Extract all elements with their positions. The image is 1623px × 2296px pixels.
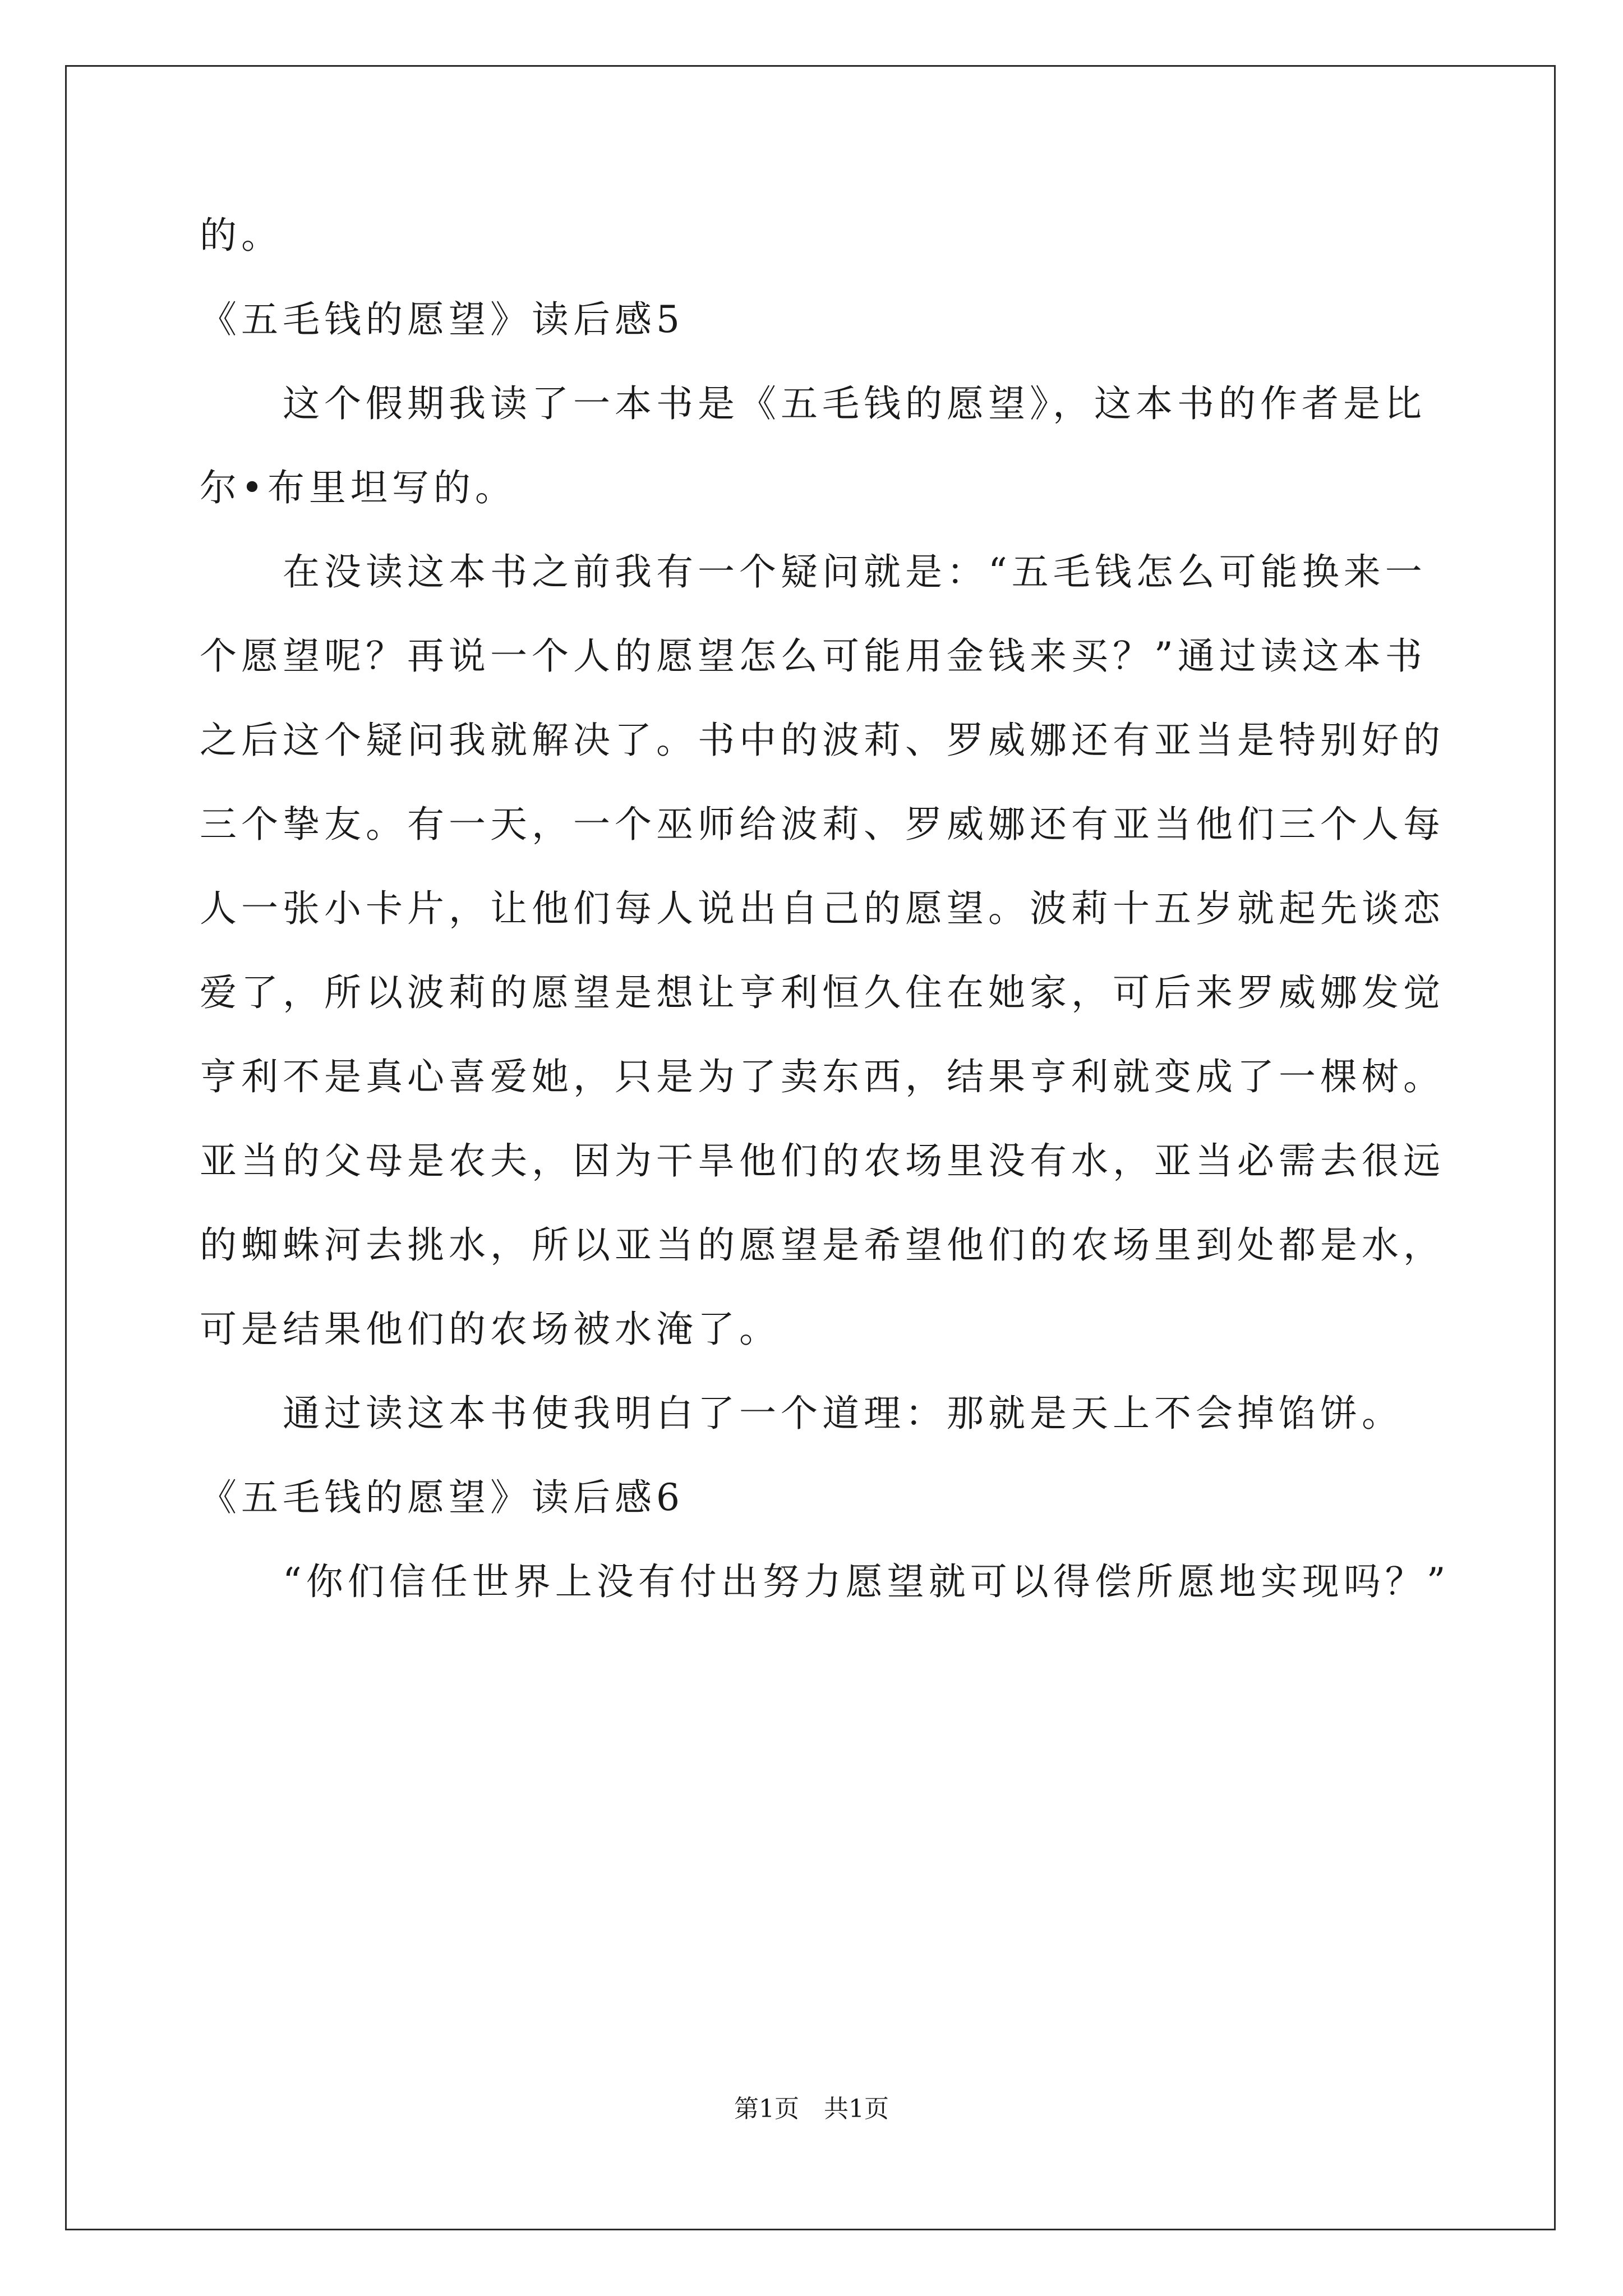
- text-line: 个愿望呢？再说一个人的愿望怎么可能用金钱来买？”通过读这本书: [200, 634, 1427, 678]
- text-line: 可是结果他们的农场被水淹了。: [200, 1308, 781, 1351]
- text-line: 的。: [200, 214, 283, 257]
- text-line: 亨利不是真心喜爱她，只是为了卖东西，结果亨利就变成了一棵树。: [200, 1055, 1445, 1098]
- section-heading: 《五毛钱的愿望》读后感6: [200, 1476, 684, 1519]
- text-line: 三个挚友。有一天，一个巫师给波莉、罗威娜还有亚当他们三个人每: [200, 803, 1445, 846]
- page-number: 第1页 共1页: [734, 2095, 889, 2123]
- text-line: 人一张小卡片，让他们每人说出自己的愿望。波莉十五岁就起先谈恋: [200, 887, 1445, 930]
- text-line: “你们信任世界上没有付出努力愿望就可以得偿所愿地实现吗？”: [200, 1560, 1450, 1603]
- text-line: 尔•布里坦写的。: [200, 466, 517, 509]
- text-line: 这个假期我读了一本书是《五毛钱的愿望》，这本书的作者是比: [200, 382, 1426, 425]
- section-heading: 《五毛钱的愿望》读后感5: [200, 298, 684, 341]
- text-line: 通过读这本书使我明白了一个道理：那就是天上不会掉馅饼。: [200, 1392, 1403, 1435]
- text-line: 爱了，所以波莉的愿望是想让亨利恒久住在她家，可后来罗威娜发觉: [200, 971, 1445, 1014]
- text-line: 亚当的父母是农夫，因为干旱他们的农场里没有水，亚当必需去很远: [200, 1139, 1445, 1182]
- text-line: 之后这个疑问我就解决了。书中的波莉、罗威娜还有亚当是特别好的: [200, 719, 1445, 762]
- text-line: 的蜘蛛河去挑水，所以亚当的愿望是希望他们的农场里到处都是水，: [200, 1223, 1445, 1267]
- text-line: 在没读这本书之前我有一个疑问就是：“五毛钱怎么可能换来一: [200, 550, 1427, 593]
